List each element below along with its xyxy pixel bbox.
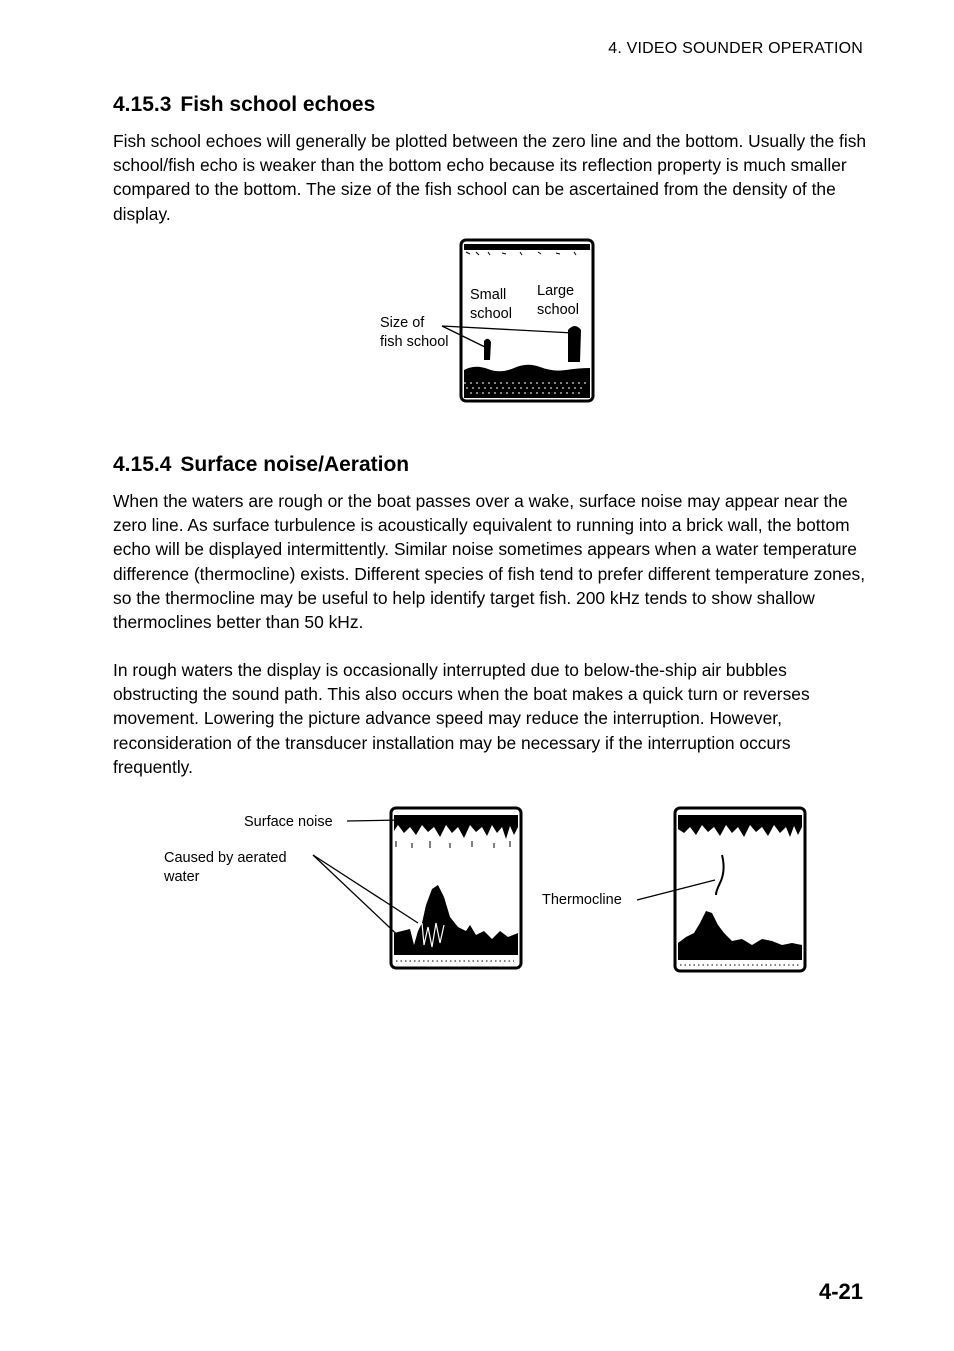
label-caused-by-aerated-water: Caused by aerated water bbox=[164, 850, 287, 885]
page-number: 4-21 bbox=[818, 1279, 863, 1304]
label-surface-noise: Surface noise bbox=[244, 814, 333, 830]
section-heading-fish-school bbox=[113, 93, 375, 117]
figure-fish-school-echoes bbox=[380, 238, 610, 408]
section-heading-surface-noise bbox=[113, 453, 409, 477]
label-small-school: Small school bbox=[470, 287, 512, 322]
label-large-school: Large school bbox=[537, 283, 579, 318]
figure-surface-noise-aeration bbox=[160, 805, 815, 977]
paragraph-surface-noise: When the waters are rough or the boat passes over a wake, surface noise may appear near the zero line. As surface turbulence is acoustically equivalent to running into a brick wall, the bottom echo will be displayed intermittently. Similar noise sometimes appears when a water temperature difference (thermocline) exists. Different species of fish tend to prefer different temperature zones, so the thermocline may be useful to help identify target fish. 200 kHz tends to show shallow thermoclines better than 50 kHz. bbox=[113, 491, 866, 633]
running-header: 4. VIDEO SOUNDER OPERATION bbox=[608, 40, 863, 57]
label-thermocline: Thermocline bbox=[542, 892, 622, 908]
paragraph-rough-waters: In rough waters the display is occasionally interrupted due to below-the-ship air bubbles obstructing the sound path. This also occurs when the boat makes a quick turn or reverses movement. Lowering the picture advance speed may reduce the interruption. However, reconsideration of the transducer installation may be necessary if the interruption occurs frequently. bbox=[113, 660, 810, 777]
section-number: 4.15.3 bbox=[113, 93, 172, 116]
section-number: 4.15.4 bbox=[113, 453, 172, 476]
section-title: Surface noise/Aeration bbox=[180, 453, 410, 476]
paragraph-fish-school: Fish school echoes will generally be plotted between the zero line and the bottom. Usually the fish school/fish echo is weaker than the bottom echo because its reflection property is much smaller compared to the bottom. The size of the fish school can be ascertained from the density of the display. bbox=[113, 131, 867, 224]
section-title: Fish school echoes bbox=[180, 93, 376, 116]
label-size-of-fish-school: Size of fish school bbox=[380, 315, 449, 350]
